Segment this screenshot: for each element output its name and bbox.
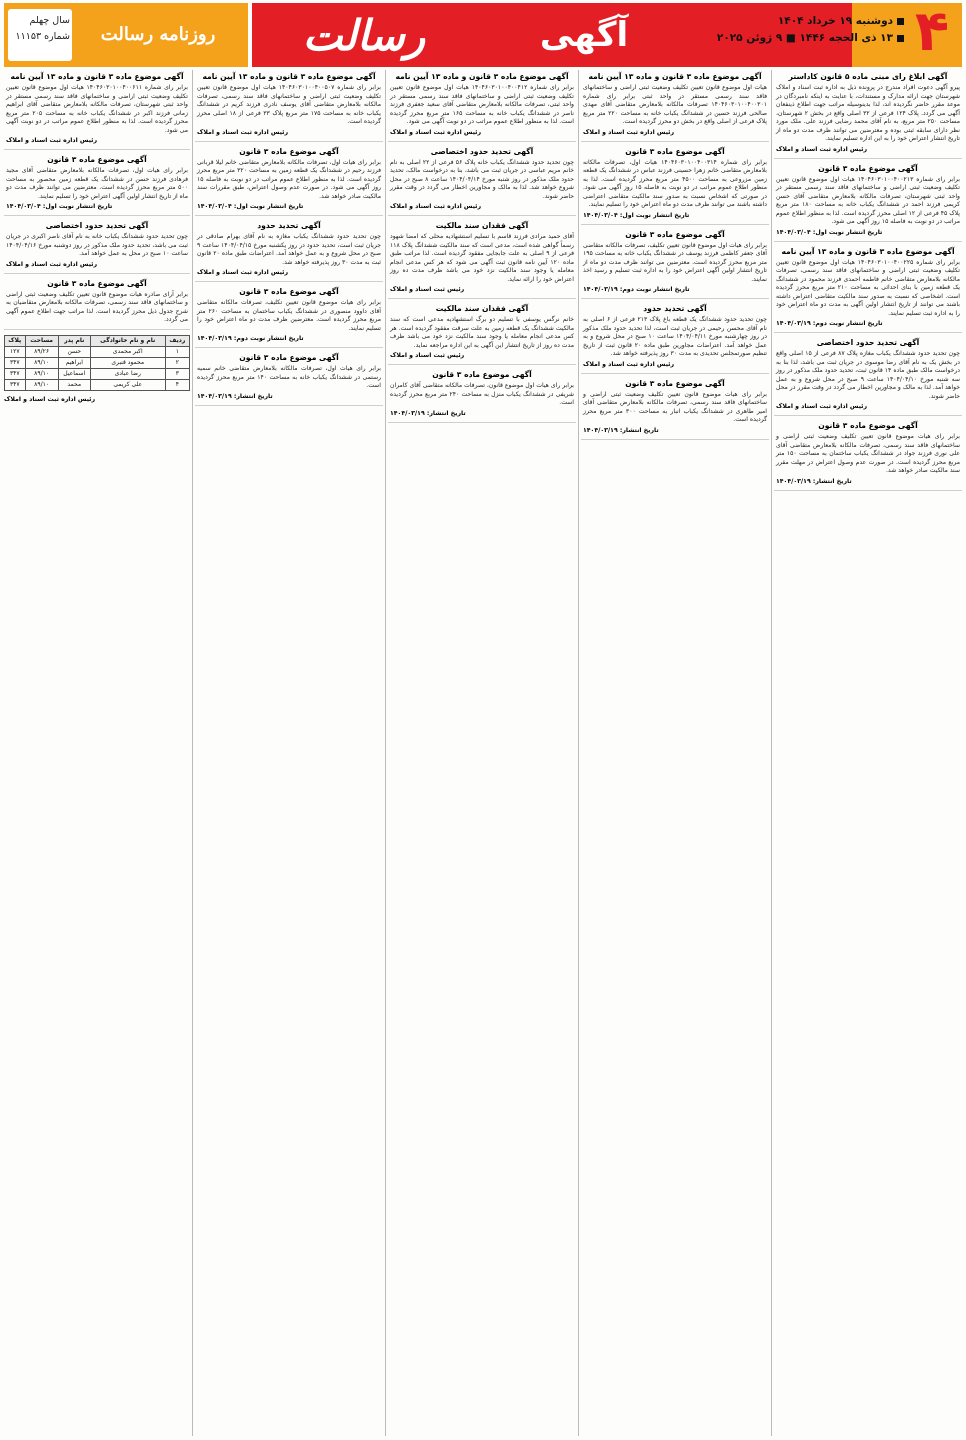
table-cell: حسن — [58, 346, 90, 357]
notice-signature: تاریخ انتشار نوبت اول: ۱۴۰۴/۰۳/۰۴ — [776, 228, 883, 236]
notice-signature: رئیس اداره ثبت اسناد و املاک — [390, 203, 482, 210]
notice-title: آگهی موضوع ماده ۳ قانون — [432, 370, 532, 379]
table-cell: ۲ — [165, 357, 189, 368]
notice-title: آگهی موضوع ماده ۳ قانون و ماده ۱۳ آیین نامه — [395, 72, 569, 81]
column-divider — [192, 70, 193, 1436]
notice-body: برابر رای شماره ۱۴۰۴۶۰۳۰۱۰۰۴۰۰۲۱۳ هیات اول موضوع قانون تعیین تکلیف وضعیت ثبتی اراضی و ساختمانهای فاقد سند رسمی مستقر در واحد ثبتی شهرستان، تصرفات مالکانه بلامعارض متقاضی آقای حسن کریمی فرزند احمد در ششدانگ یکباب خانه به مساحت ۱۸۰ متر مربع پلاک ۴۵ فرعی از ۱۲ اصلی محرز گردیده است. لذا به منظور اطلاع عموم مراتب در دو نوبت به فاصله ۱۵ روز آگهی می شود. — [776, 175, 960, 225]
notice-body: برابر رای هیات اول، تصرفات مالکانه بلامعارض متقاضی خانم سمیه رستمی در ششدانگ یکباب خانه به مساحت ۱۴۰ متر مربع محرز گردیده است. — [197, 365, 381, 389]
table-row — [5, 379, 190, 390]
issue-info — [10, 13, 70, 45]
issue-number: شماره ۱۱۱۵۳ — [15, 31, 70, 42]
table-row — [5, 357, 190, 368]
table-cell: ۳۴۷ — [5, 379, 26, 390]
notice-signature: رئیس اداره ثبت اسناد و املاک — [6, 260, 98, 268]
notice-body: هیات اول موضوع قانون تعیین تکلیف وضعیت ثبتی اراضی و ساختمانهای فاقد سند رسمی مستقر در واحد ثبتی برابر رای شماره ۱۴۰۴۶۰۳۰۱۰۰۴۰۰۳۰۱ تصرفات مالکانه بلامعارض متقاضی آقای مهدی صالحی فرزند حسین در ششدانگ یکباب خانه به مساحت ۲۲۰ متر مربع پلاک فرعی از اصلی واقع در بخش دو محرز گردیده است. — [583, 84, 768, 125]
notice-signature: تاریخ انتشار نوبت دوم: ۱۴۰۴/۰۳/۱۹ — [776, 320, 883, 327]
notice-title: آگهی موضوع ماده ۳ قانون و ماده ۱۳ آیین نامه — [781, 246, 955, 256]
notice-signature: رئیس ثبت اسناد و املاک — [390, 286, 465, 293]
notice-block — [4, 155, 190, 216]
notice-block — [774, 164, 962, 242]
table-cell: ۱ — [165, 346, 189, 357]
notice-title: آگهی موضوع ماده ۳ قانون و ماده ۱۳ آیین نامه — [10, 72, 184, 81]
table-cell: رضا عبادی — [90, 368, 165, 379]
notice-signature: تاریخ انتشار: ۱۴۰۴/۰۳/۱۹ — [390, 409, 466, 417]
notice-block — [581, 230, 769, 300]
table-cell: علی کریمی — [90, 379, 165, 390]
table-cell: ابراهیم — [58, 357, 90, 368]
column-5 — [4, 70, 190, 1436]
notice-signature: تاریخ انتشار نوبت اول: ۱۴۰۴/۰۳/۰۴ — [583, 211, 690, 219]
table-cell: ۸۹/۲۶ — [25, 346, 58, 357]
table-cell: ۳۴۷ — [5, 357, 26, 368]
date-line-1: دوشنبه ۱۹ خرداد ۱۴۰۴ — [777, 15, 893, 27]
notice-title: آگهی موضوع ماده ۳ قانون — [239, 146, 339, 156]
column-1 — [774, 70, 962, 1436]
notice-title: آگهی فقدان سند مالکیت — [435, 221, 529, 230]
notice-block — [388, 72, 576, 142]
notice-body: چون تحدید حدود ششدانگ یکباب مغازه به نام آقای بهرام صادقی در جریان ثبت است، تحدید حدود در روز یکشنبه مورخ ۱۴۰۴/۰۴/۱۵ ساعت ۹ صبح در محل شروع و به عمل خواهد آمد. اعتراضات طبق ماده ۲۰ قانون ثبت به مدت ۳۰ روز پذیرفته خواهد شد. — [197, 233, 381, 266]
column-3 — [388, 70, 576, 1436]
notice-body: برابر رای هیات موضوع قانون تعیین تکلیف وضعیت ثبتی اراضی و ساختمانهای فاقد سند رسمی، تصرفات مالکانه بلامعارض متقاضی آقای امیر طاهری در ششدانگ یکباب انبار به مساحت ۳۰۰ متر مربع محرز گردیده است. — [583, 390, 767, 423]
table-cell: ۳ — [165, 368, 189, 379]
notice-title: آگهی موضوع ماده ۳ قانون — [239, 287, 339, 296]
notice-body: برابر رای هیات اول، تصرفات مالکانه بلامعارض متقاضی آقای مجید فرهادی فرزند حسن در ششدانگ یک قطعه زمین محصور به مساحت ۵۰۰ متر مربع محرز گردیده است. معترضین می توانند ظرف مدت دو ماه از تاریخ انتشار اولین آگهی اعتراض خود را تسلیم نمایند. — [6, 167, 188, 200]
page-number: ۴ — [914, 0, 950, 64]
section-title: آگهی — [539, 15, 629, 55]
notice-block — [4, 72, 190, 150]
notice-block — [774, 247, 962, 334]
notice-title: آگهی موضوع ماده ۳ قانون — [818, 163, 918, 173]
notice-signature: رئیس اداره ثبت اسناد و املاک — [583, 360, 675, 368]
notice-title: آگهی موضوع ماده ۳ قانون — [625, 146, 725, 156]
notice-body: برابر آرای صادره هیات موضوع قانون تعیین تکلیف وضعیت ثبتی اراضی و ساختمانهای فاقد سند رسمی، تصرفات مالکانه بلامعارض متقاضیان به شرح جدول ذیل محرز گردیده است. لذا مراتب جهت اطلاع عموم آگهی می گردد. — [6, 290, 188, 323]
notice-body: برابر رای شماره ۱۴۰۴۶۰۳۰۱۰۰۴۰۰۲۲۵ هیات اول موضوع قانون تعیین تکلیف وضعیت ثبتی اراضی و ساختمانهای فاقد سند رسمی، تصرفات مالکانه بلامعارض متقاضی خانم فاطمه احمدی فرزند محمود در ششدانگ یک قطعه زمین با بنای احداثی به مساحت ۲۱۰ متر مربع محرز گردیده است. اشخاصی که نسبت به صدور سند مالکیت متقاضی اعتراض داشته باشند می توانند از تاریخ انتشار اولین آگهی به مدت دو ماه اعتراض خود را به اداره ثبت تسلیم نمایند. — [776, 258, 960, 317]
bullet-square-icon — [897, 18, 904, 25]
notice-body: برابر رای هیات اول موضوع قانون، تصرفات مالکانه متقاضی آقای کامران شریفی در ششدانگ یکباب منزل به مساحت ۲۴۰ متر مربع محرز گردیده است. — [390, 382, 574, 406]
columns-area — [4, 70, 962, 1436]
notice-body: چون تحدید حدود ششدانگ یکباب مغازه پلاک ۸۷ فرعی از ۱۵ اصلی واقع در بخش یک به نام آقای رضا موسوی در جریان ثبت می باشد، لذا بنا به درخواست مالک طبق ماده ۱۴ قانون ثبت، تحدید حدود ملک مذکور در روز سه شنبه مورخ ۱۴۰۴/۰۴/۱۰ ساعت ۹ صبح در محل شروع و به عمل خواهد آمد. لذا به مالک و مجاورین اخطار می گردد در وقت مقرر در محل حاضر شوند. — [776, 350, 961, 400]
table-cell: اسماعیل — [58, 368, 90, 379]
notice-signature: تاریخ انتشار: ۱۴۰۴/۰۳/۱۹ — [583, 426, 659, 434]
table-cell: محمد — [58, 379, 90, 390]
notice-title: آگهی تحدید حدود اختصاصی — [430, 146, 534, 156]
table-header-cell: ردیف — [165, 335, 189, 346]
notice-title: آگهی تحدید حدود — [643, 304, 707, 313]
notice-body: آقای حمید مرادی فرزند قاسم با تسلیم استشهادیه محلی که امضا شهود رسماً گواهی شده است، مدعی است که سند مالکیت ششدانگ پلاک ۱۱۸ فرعی از ۹ اصلی به علت جابجایی مفقود گردیده است. لذا مراتب طبق ماده ۱۲۰ آیین نامه قانون ثبت آگهی می شود که هر کس مدعی انجام معامله یا وجود سند مالکیت نزد خود می باشد ظرف مدت ده روز اعتراض خود را ارائه نماید. — [390, 233, 575, 283]
notice-block — [388, 370, 576, 423]
notice-title: آگهی موضوع ماده ۳ قانون — [47, 278, 147, 288]
column-divider — [771, 70, 772, 1436]
bullet-square-icon — [897, 35, 904, 42]
notice-block — [388, 147, 576, 217]
table-cell: ۱۲۷ — [5, 346, 26, 357]
notice-body: برابر رای شماره ۱۴۰۴۶۰۳۰۱۰۰۴۰۰۵۰۷ هیات اول موضوع قانون تعیین تکلیف وضعیت ثبتی اراضی و ساختمانهای فاقد سند رسمی، تصرفات مالکانه بلامعارض متقاضی آقای یوسف نادری فرزند کریم در ششدانگ یکباب خانه به مساحت ۱۷۵ متر مربع پلاک ۳۳ فرعی از ۱۸ اصلی محرز گردیده است. — [197, 84, 382, 125]
notice-block — [195, 147, 383, 217]
date-line-2: ۱۳ ذی الحجه ۱۴۴۶ ■ ۹ ژوئن ۲۰۲۵ — [716, 32, 893, 44]
notice-body: برابر رای هیات اول موضوع قانون تعیین تکلیف، تصرفات مالکانه متقاضی آقای جعفر کاظمی فرزند یوسف در ششدانگ یکباب خانه به مساحت ۱۹۵ متر مربع محرز گردیده است. معترضین می توانند ظرف مدت دو ماه از تاریخ انتشار اولین آگهی اعتراض خود را به اداره ثبت تسلیم و رسید اخذ نمایند. — [583, 241, 767, 283]
header-left-block — [4, 3, 248, 67]
table-cell: ۸۹/۱۰ — [25, 379, 58, 390]
notice-title: آگهی تحدید حدود اختصاصی — [816, 338, 920, 347]
notice-body: چون تحدید حدود ششدانگ یک قطعه باغ پلاک ۲۱۳ فرعی از ۶ اصلی به نام آقای محسن رحیمی در جریان ثبت است، لذا تحدید حدود ملک مذکور در روز چهارشنبه مورخ ۱۴۰۴/۰۴/۱۱ ساعت ۱۰ صبح در محل شروع و به عمل خواهد آمد. اعتراضات مجاورین طبق ماده ۲۰ قانون ثبت از تاریخ تنظیم صورتمجلس تحدیدی به مدت ۳۰ روز پذیرفته خواهد شد. — [583, 316, 767, 357]
notice-signature: تاریخ انتشار نوبت دوم: ۱۴۰۴/۰۳/۱۹ — [583, 286, 690, 293]
notice-block — [774, 421, 962, 491]
notice-body: برابر رای هیات موضوع قانون تعیین تکلیف وضعیت ثبتی اراضی و ساختمانهای فاقد سند رسمی، تصرفات مالکانه بلامعارض متقاضی آقای علی نوری فرزند جواد در ششدانگ یکباب ساختمان به مساحت ۱۵۰ متر مربع محرز گردیده است. در صورت عدم وصول اعتراض در مهلت مقرر سند مالکیت صادر خواهد شد. — [776, 433, 960, 474]
notice-block — [581, 72, 769, 142]
notice-title: آگهی موضوع ماده ۳ قانون — [47, 155, 147, 164]
left-logo: روزنامه رسالت — [100, 24, 216, 45]
notice-body: برابر رای هیات موضوع قانون تعیین تکلیف، تصرفات مالکانه متقاضی آقای داوود منصوری در ششدانگ یکباب ساختمان به مساحت ۲۶۰ متر مربع محرز گردیده است. معترضین ظرف مدت دو ماه اعتراض خود را تسلیم نمایند. — [197, 299, 381, 332]
notice-signature: رئیس اداره ثبت اسناد و املاک — [6, 137, 98, 144]
notice-block — [774, 338, 962, 416]
table-signature: رئیس اداره ثبت اسناد و املاک — [4, 395, 96, 403]
notice-title: آگهی موضوع ماده ۳ قانون — [818, 421, 918, 430]
notice-title: آگهی تحدید حدود اختصاصی — [45, 221, 149, 230]
column-4 — [195, 70, 383, 1436]
newspaper-logo: رسالت — [302, 10, 426, 60]
notice-table — [4, 335, 190, 391]
header-dates — [674, 13, 904, 47]
notice-title: آگهی ابلاغ رای مبنی ماده ۵ قانون کاداستر — [788, 72, 948, 81]
page-header — [4, 0, 962, 67]
notice-signature: رئیس اداره ثبت اسناد و املاک — [583, 128, 675, 136]
notice-block — [195, 72, 383, 142]
notice-block — [4, 221, 190, 274]
notice-signature: رئیس ثبت اسناد و املاک — [390, 352, 465, 359]
notice-signature: تاریخ انتشار: ۱۴۰۴/۰۳/۱۹ — [197, 392, 273, 400]
table-cell: ۸۹/۱۰ — [25, 368, 58, 379]
notice-block — [195, 287, 383, 348]
notice-body: پیرو آگهی دعوت افراد مندرج در پرونده ذیل به اداره ثبت اسناد و املاک شهرستان جهت ارائه مدارک و مستندات، با عنایت به اینکه نامبردگان در موعد مقرر حاضر نگردیده اند، لذا بدینوسیله مراتب جهت اطلاع ذینفعان آگهی می گردد. پلاک ۱۲۴ فرعی از ۳۲ اصلی واقع در بخش ۲ شهرستان، مساحت ۲۵۰ متر مربع، به نام آقای محمد رضایی فرزند علی. ملک مورد نظر دارای سابقه ثبتی بوده و معترضین می توانند ظرف مدت دو ماه از تاریخ انتشار اعتراض خود را به این اداره تسلیم نمایند. — [776, 84, 960, 142]
year-text: سال چهلم — [29, 15, 70, 26]
notice-body: برابر رای شماره ۱۴۰۴۶۰۳۰۱۰۰۴۰۰۴۱۲ هیات اول موضوع قانون تعیین تکلیف وضعیت ثبتی اراضی و ساختمانهای فاقد سند رسمی مستقر در واحد ثبتی، تصرفات مالکانه بلامعارض متقاضی آقای سعید جعفری فرزند ناصر در ششدانگ یکباب خانه به مساحت ۱۶۵ متر مربع محرز گردیده است. لذا به منظور اطلاع عموم مراتب در دو نوبت آگهی می شود. — [390, 84, 574, 125]
notice-block — [195, 353, 383, 406]
notice-signature: تاریخ انتشار نوبت اول: ۱۴۰۴/۰۳/۰۴ — [6, 203, 113, 210]
notice-title: آگهی تحدید حدود — [257, 221, 321, 230]
notice-title: آگهی موضوع ماده ۳ قانون — [625, 378, 725, 388]
notice-block — [4, 279, 190, 330]
notice-title: آگهی موضوع ماده ۳ قانون و ماده ۱۳ آیین نامه — [588, 72, 762, 81]
table-cell: ۴ — [165, 379, 189, 390]
column-2 — [581, 70, 769, 1436]
notice-signature: رئیس اداره ثبت اسناد و املاک — [776, 403, 868, 410]
table-row — [5, 368, 190, 379]
notice-title: آگهی فقدان سند مالکیت — [435, 304, 529, 313]
notice-block — [388, 221, 576, 299]
column-divider — [385, 70, 386, 1436]
table-header-row — [5, 335, 190, 346]
notice-signature: رئیس اداره ثبت اسناد و املاک — [197, 128, 289, 136]
notice-block — [774, 72, 962, 159]
notice-body: برابر رای شماره ۱۴۰۴۶۰۳۰۱۰۰۴۰۰۶۱۱ هیات اول موضوع قانون تعیین تکلیف وضعیت ثبتی اراضی و ساختمانهای فاقد سند رسمی مستقر در واحد ثبتی شهرستان، تصرفات مالکانه بلامعارض متقاضی آقای ابراهیم زمانی فرزند اکبر در ششدانگ یکباب خانه به مساحت ۲۰۵ متر مربع محرز گردیده است. لذا به منظور اطلاع عموم مراتب در دو نوبت آگهی می شود. — [6, 84, 188, 134]
notice-block — [581, 379, 769, 440]
notice-title: آگهی موضوع ماده ۳ قانون — [239, 353, 339, 362]
table-cell: ۸۹/۱۰ — [25, 357, 58, 368]
column-divider — [578, 70, 579, 1436]
table-header-cell: مساحت — [25, 335, 58, 346]
table-header-cell: پلاک — [5, 335, 26, 346]
table-cell: محمود قنبری — [90, 357, 165, 368]
notice-signature: رئیس اداره ثبت اسناد و املاک — [390, 128, 482, 136]
notice-block — [388, 304, 576, 365]
notice-body: برابر رای هیات اول، تصرفات مالکانه بلامعارض متقاضی خانم لیلا قربانی فرزند رحیم در ششدانگ یک قطعه زمین به مساحت ۳۲۰ متر مربع محرز گردیده است. لذا به منظور اطلاع عموم مراتب در دو نوبت به فاصله ۱۵ روز آگهی می شود. در صورت عدم وصول اعتراض، طبق مقررات سند مالکیت صادر خواهد شد. — [197, 158, 381, 200]
notice-signature: تاریخ انتشار نوبت دوم: ۱۴۰۴/۰۳/۱۹ — [197, 335, 304, 342]
notice-signature: تاریخ انتشار نوبت اول: ۱۴۰۴/۰۳/۰۴ — [197, 203, 304, 210]
notice-body: چون تحدید حدود ششدانگ یکباب خانه به نام آقای ناصر اکبری در جریان ثبت می باشد، تحدید حدود ملک مذکور در روز دوشنبه مورخ ۱۴۰۴/۰۴/۱۶ ساعت ۱۰ صبح در محل به عمل خواهد آمد. — [6, 233, 188, 257]
notice-signature: تاریخ انتشار: ۱۴۰۴/۰۳/۱۹ — [776, 477, 852, 485]
notice-signature: رئیس اداره ثبت اسناد و املاک — [776, 145, 868, 153]
table-header-cell: نام و نام خانوادگی — [90, 335, 165, 346]
notice-signature: رئیس اداره ثبت اسناد و املاک — [197, 269, 289, 276]
table-header-cell: نام پدر — [58, 335, 90, 346]
notice-title: آگهی موضوع ماده ۳ قانون — [625, 229, 725, 239]
notice-body: چون تحدید حدود ششدانگ یکباب خانه پلاک ۵۶ فرعی از ۲۲ اصلی به نام خانم مریم عباسی در جریان ثبت می باشد، بنا به درخواست مالک، تحدید حدود ملک مذکور در روز شنبه مورخ ۱۴۰۴/۰۴/۱۴ ساعت ۸ صبح در محل شروع خواهد شد. لذا به مالک و مجاورین اخطار می گردد در وقت مقرر حاضر شوند. — [390, 158, 574, 200]
table-cell: اکبر محمدی — [90, 346, 165, 357]
notice-title: آگهی موضوع ماده ۳ قانون و ماده ۱۳ آیین نامه — [202, 72, 376, 81]
notice-block — [581, 147, 769, 225]
notice-block — [581, 304, 769, 374]
table-row — [5, 346, 190, 357]
notice-block — [195, 221, 383, 282]
notice-body: برابر رای شماره ۱۴۰۴۶۰۳۰۱۰۰۴۰۰۳۱۴ هیات اول، تصرفات مالکانه بلامعارض متقاضی خانم زهرا حسینی فرزند عباس در ششدانگ یک قطعه زمین مزروعی به مساحت ۴۵۰۰ متر مربع محرز گردیده است. لذا به منظور اطلاع عموم مراتب در دو نوبت به فاصله ۱۵ روز آگهی می شود. در صورتی که اشخاص نسبت به صدور سند مالکیت متقاضی اعتراضی داشته باشند می توانند ظرف مدت دو ماه اعتراض خود را تسلیم نمایند. — [583, 158, 767, 208]
notice-body: خانم نرگس یوسفی با تسلیم دو برگ استشهادیه مدعی است که سند مالکیت ششدانگ یک قطعه زمین به علت سرقت مفقود گردیده است. هر کس مدعی انجام معامله یا وجود سند مالکیت نزد خود می باشد ظرف مدت ده روز از تاریخ انتشار این آگهی به این اداره مراجعه نماید. — [390, 316, 574, 349]
table-cell: ۳۴۷ — [5, 368, 26, 379]
